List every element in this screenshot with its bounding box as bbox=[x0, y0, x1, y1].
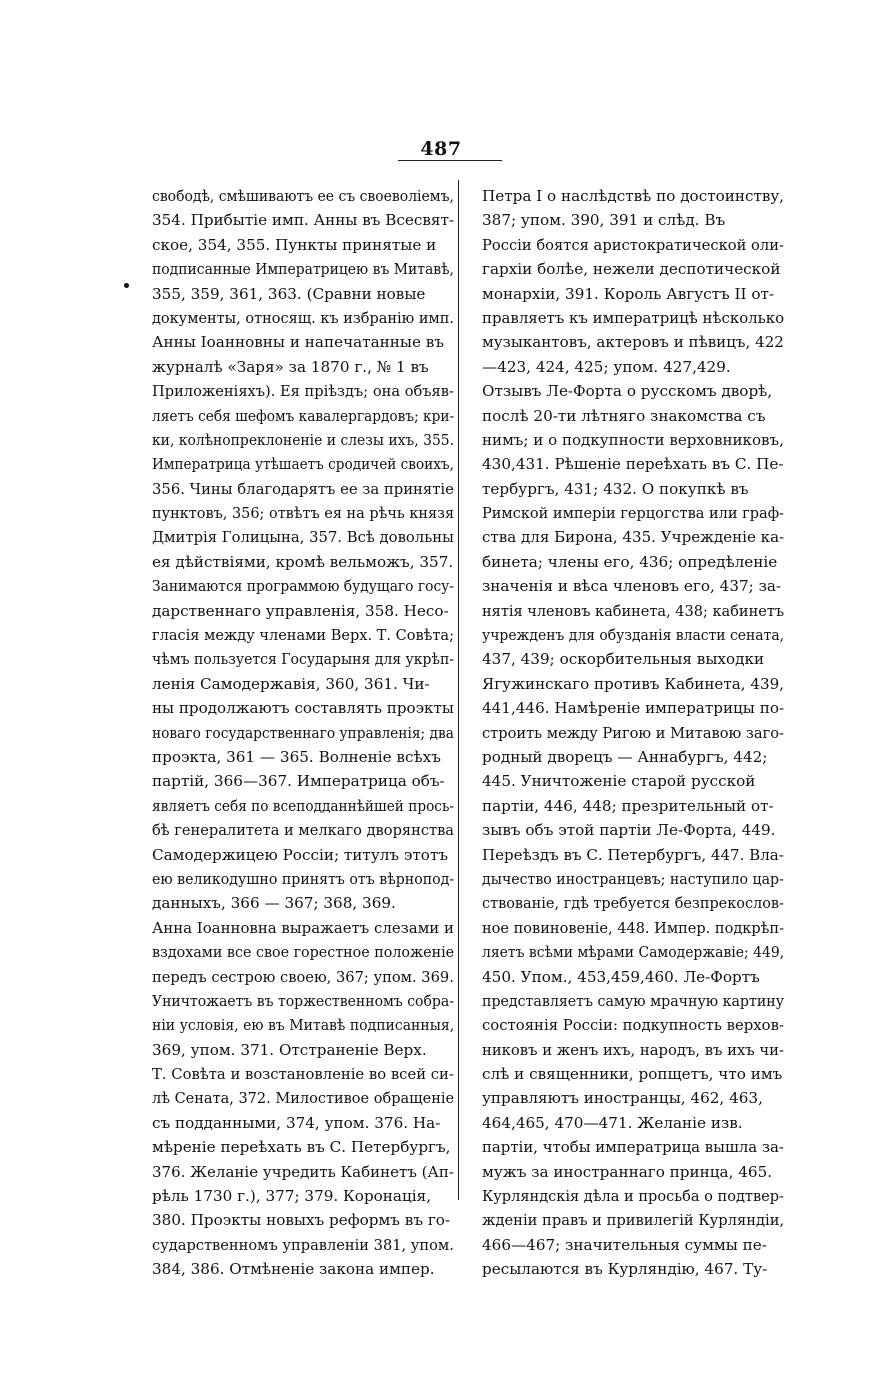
text-line: слѣ и священники, ропщетъ, что имъ bbox=[482, 1065, 783, 1084]
left-column bbox=[152, 184, 454, 1282]
text-line: правляетъ къ императрицѣ нѣсколько bbox=[482, 308, 784, 327]
text-line: 450. Упом., 453,459,460. Ле-Фортъ bbox=[482, 967, 760, 986]
text-line: съ подданными, 374, упом. 376. На- bbox=[152, 1113, 441, 1132]
text-line: 384, 386. Отмѣненіе закона импер. bbox=[152, 1260, 435, 1279]
text-line: пунктовъ, 356; отвѣтъ ея на рѣчь князя bbox=[152, 504, 454, 523]
text-line: документы, относящ. къ избранію имп. bbox=[152, 308, 454, 327]
text-line: Переѣздъ въ С. Петербургъ, 447. Вла- bbox=[482, 845, 784, 864]
text-line: ки, колѣнопреклоненіе и слезы ихъ, 355. bbox=[152, 430, 454, 449]
text-line: учрежденъ для обузданія власти сената, bbox=[482, 626, 784, 645]
text-line: свободѣ, смѣшиваютъ ее съ своеволіемъ, bbox=[152, 187, 454, 205]
text-line: Римской имперіи герцогства или граф- bbox=[482, 504, 784, 523]
text-line: ніи условія, ею въ Митавѣ подписанныя, bbox=[152, 1016, 454, 1035]
text-line: Россіи боятся аристократической оли- bbox=[482, 235, 784, 254]
text-line: 380. Проэкты новыхъ реформъ въ го- bbox=[152, 1211, 451, 1230]
text-line: гархіи болѣе, нежели деспотической bbox=[482, 260, 781, 279]
text-line: рѣль 1730 г.), 377; 379. Коронація, bbox=[152, 1187, 432, 1206]
margin-mark bbox=[124, 283, 129, 288]
text-line: монархіи, 391. Король Августъ II от- bbox=[482, 284, 775, 303]
text-line: ское, 354, 355. Пункты принятые и bbox=[152, 235, 437, 254]
text-line: вздохами все свое горестное положеніе bbox=[152, 943, 454, 962]
text-line: журналѣ «Заря» за 1870 г., № 1 въ bbox=[152, 357, 429, 376]
text-line: лѣ Сената, 372. Милостивое обращеніе bbox=[152, 1089, 454, 1108]
text-line: родный дворецъ — Аннабургъ, 442; bbox=[482, 747, 768, 766]
text-line: значенія и вѣса членовъ его, 437; за- bbox=[482, 577, 782, 596]
text-line: ляетъ себя шефомъ кавалергардовъ; кри- bbox=[152, 406, 454, 425]
text-line: Петра I о наслѣдствѣ по достоинству, bbox=[482, 187, 784, 205]
text-line: новаго государственнаго управленія; два bbox=[152, 723, 454, 742]
text-line: ея дѣйствіями, кромѣ вельможъ, 357. bbox=[152, 552, 454, 571]
text-line: Т. Совѣта и возстановленіе во всей си- bbox=[152, 1065, 454, 1084]
text-line: —423, 424, 425; упом. 427,429. bbox=[482, 357, 731, 376]
text-line: сударственномъ управленіи 381, упом. bbox=[152, 1235, 454, 1254]
text-line: 445. Уничтоженіе старой русской bbox=[482, 772, 756, 791]
text-line: Отзывъ Ле-Форта о русскомъ дворѣ, bbox=[482, 382, 773, 401]
text-line: никовъ и женъ ихъ, народъ, въ ихъ чи- bbox=[482, 1040, 784, 1059]
text-line: Уничтожаетъ въ торжественномъ собра- bbox=[152, 991, 454, 1010]
text-line: Самодержицею Россіи; титулъ этотъ bbox=[152, 845, 449, 864]
text-line: 356. Чины благодарятъ ее за принятіе bbox=[152, 479, 454, 498]
text-line: 466—467; значительныя суммы пе- bbox=[482, 1235, 767, 1254]
text-line: мужъ за иностраннаго принца, 465. bbox=[482, 1162, 773, 1181]
text-line: 355, 359, 361, 363. (Сравни новые bbox=[152, 284, 426, 303]
text-line: Занимаются программою будущаго госу- bbox=[152, 577, 454, 596]
text-line: партіи, чтобы императрица вышла за- bbox=[482, 1138, 784, 1157]
page-number: 487 bbox=[420, 138, 462, 160]
text-line: нятія членовъ кабинета, 438; кабинетъ bbox=[482, 601, 784, 620]
text-line: Анна Іоанновна выражаетъ слезами и bbox=[152, 918, 454, 937]
text-line: 387; упом. 390, 391 и слѣд. Въ bbox=[482, 211, 726, 230]
text-line: ства для Бирона, 435. Учрежденіе ка- bbox=[482, 528, 784, 547]
text-line: ляетъ всѣми мѣрами Самодержавіе; 449, bbox=[482, 943, 784, 962]
text-line: жденіи правъ и привилегій Курляндіи, bbox=[482, 1211, 784, 1230]
text-line: 430,431. Рѣшеніе переѣхать въ С. Пе- bbox=[482, 455, 784, 474]
text-line: Ягужинскаго противъ Кабинета, 439, bbox=[482, 674, 784, 693]
text-line: 369, упом. 371. Отстраненіе Верх. bbox=[152, 1040, 427, 1059]
text-line: тербургъ, 431; 432. О покупкѣ въ bbox=[482, 479, 749, 498]
text-line: являетъ себя по всеподданнѣйшей прось- bbox=[152, 796, 454, 815]
text-line: ленія Самодержавія, 360, 361. Чи- bbox=[152, 674, 430, 693]
text-line: Дмитрія Голицына, 357. Всѣ довольны bbox=[152, 528, 454, 547]
text-line: данныхъ, 366 — 367; 368, 369. bbox=[152, 894, 396, 913]
text-line: дарственнаго управленія, 358. Несо- bbox=[152, 601, 449, 620]
text-line: чѣмъ пользуется Государыня для укрѣп- bbox=[152, 650, 454, 669]
text-line: 464,465, 470—471. Желаніе изв. bbox=[482, 1113, 743, 1132]
text-line: Курляндскія дѣла и просьба о подтвер- bbox=[482, 1187, 784, 1206]
text-line: 441,446. Намѣреніе императрицы по- bbox=[482, 699, 784, 718]
text-line: зывъ объ этой партіи Ле-Форта, 449. bbox=[482, 821, 776, 840]
text-line: музыкантовъ, актеровъ и пѣвицъ, 422 bbox=[482, 333, 784, 352]
text-line: ресылаются въ Курляндію, 467. Ту- bbox=[482, 1260, 768, 1279]
text-line: представляетъ самую мрачную картину bbox=[482, 991, 784, 1010]
text-line: проэкта, 361 — 365. Волненіе всѣхъ bbox=[152, 747, 441, 766]
text-line: ное повиновеніе, 448. Импер. подкрѣп- bbox=[482, 918, 784, 937]
text-line: ствованіе, гдѣ требуется безпрекослов- bbox=[482, 894, 784, 913]
text-line: бинета; члены его, 436; опредѣленіе bbox=[482, 552, 778, 571]
header-rule bbox=[398, 160, 502, 161]
text-line: послѣ 20-ти лѣтняго знакомства съ bbox=[482, 406, 766, 425]
text-line: передъ сестрою своею, 367; упом. 369. bbox=[152, 967, 454, 986]
text-line: строить между Ригою и Митавою заго- bbox=[482, 723, 784, 742]
text-line: Приложеніяхъ). Ея пріѣздъ; она объяв- bbox=[152, 382, 454, 401]
text-line: нимъ; и о подкупности верховниковъ, bbox=[482, 430, 784, 449]
text-line: дычество иностранцевъ; наступило цар- bbox=[482, 869, 784, 888]
text-line: 354. Прибытіе имп. Анны въ Всесвят- bbox=[152, 211, 454, 230]
text-line: ны продолжаютъ составлять проэкты bbox=[152, 699, 454, 718]
text-line: 437, 439; оскорбительныя выходки bbox=[482, 650, 765, 669]
text-line: Анны Іоанновны и напечатанные въ bbox=[152, 333, 444, 352]
text-line: управляютъ иностранцы, 462, 463, bbox=[482, 1089, 763, 1108]
text-line: состоянія Россіи: подкупность верхов- bbox=[482, 1016, 784, 1035]
column-divider bbox=[458, 180, 459, 1200]
text-line: ею великодушно принятъ отъ вѣрнопод- bbox=[152, 869, 454, 888]
text-line: партіи, 446, 448; презрительный от- bbox=[482, 796, 774, 815]
text-line: 376. Желаніе учредить Кабинетъ (Ап- bbox=[152, 1162, 454, 1181]
text-line: бѣ генералитета и мелкаго дворянства bbox=[152, 821, 454, 840]
right-column bbox=[482, 184, 784, 1282]
text-line: мѣреніе переѣхать въ С. Петербургъ, bbox=[152, 1138, 451, 1157]
text-line: подписанные Императрицею въ Митавѣ, bbox=[152, 260, 454, 279]
text-line: партій, 366—367. Императрица объ- bbox=[152, 772, 445, 791]
text-line: гласія между членами Верх. Т. Совѣта; bbox=[152, 626, 454, 645]
text-line: Императрица утѣшаетъ сродичей своихъ, bbox=[152, 455, 454, 474]
